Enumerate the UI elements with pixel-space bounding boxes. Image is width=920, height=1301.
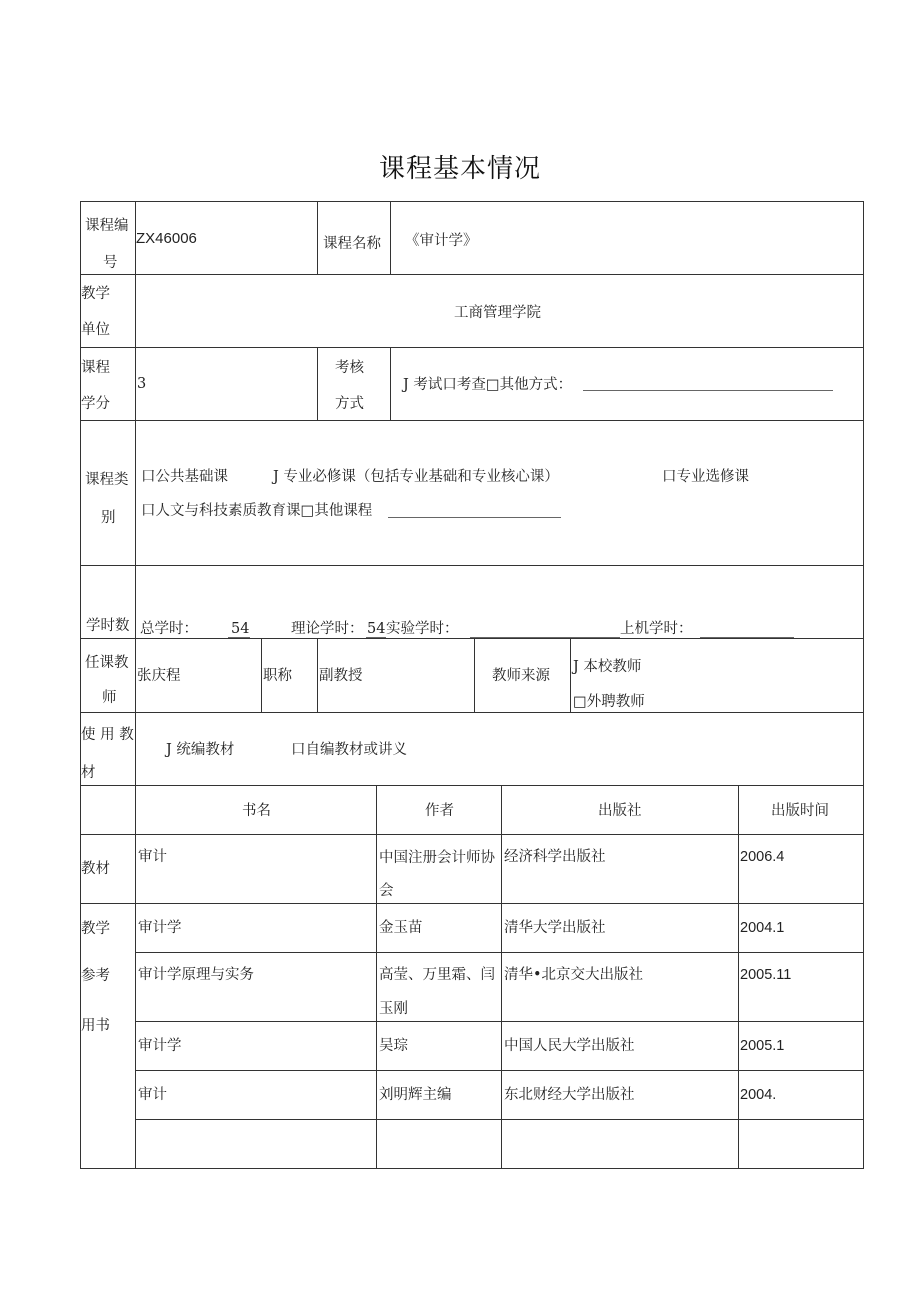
- table-row: [135, 952, 377, 1022]
- book-publisher-cell: [501, 1070, 739, 1120]
- book-publisher-cell: [501, 952, 739, 1022]
- hours-label: 学时数: [86, 618, 130, 634]
- category-humanities: 口人文与科技素质教育课□其他课程: [141, 503, 373, 519]
- category-elective: 口专业选修课: [662, 469, 749, 485]
- book-publisher-cell: [501, 903, 739, 953]
- book-date-cell: [738, 1119, 864, 1169]
- book-author-cell: [376, 1021, 502, 1071]
- book-date: 2005.1: [740, 1038, 785, 1054]
- book-title: 审计学: [138, 1038, 182, 1054]
- teacher-name-cell: [135, 638, 262, 713]
- book-publisher-cell: [501, 1021, 739, 1071]
- table-row: [135, 1070, 377, 1120]
- header-date-label: 出版时间: [771, 803, 829, 819]
- book-date-cell: [738, 952, 864, 1022]
- category-label-cont: 别: [101, 510, 116, 526]
- book-title: 审计学: [138, 920, 182, 936]
- course-name-cell: [390, 201, 864, 275]
- book-date-cell: [738, 1021, 864, 1071]
- book-author-cell: [376, 952, 502, 1022]
- book-date: 2004.1: [740, 920, 785, 936]
- credit-label-cell: [80, 347, 136, 421]
- book-author-cont: 会: [379, 883, 394, 899]
- book-publisher: 中国人民大学出版社: [504, 1038, 635, 1054]
- unit-label-cont: 单位: [81, 322, 110, 338]
- hours-label-cell: [80, 565, 136, 639]
- teacher-source-external: □外聘教师: [573, 694, 645, 710]
- book-publisher: 清华大学出版社: [504, 920, 606, 936]
- assess-label: 考核: [335, 360, 364, 376]
- table-row: [135, 834, 377, 904]
- credit-value: 3: [137, 376, 147, 392]
- category-required: J 专业必修课（包括专业基础和专业核心课）: [273, 469, 559, 485]
- assess-label-cell: [317, 347, 391, 421]
- course-code-label-cell: [80, 201, 136, 275]
- book-publisher: 东北财经大学出版社: [504, 1087, 635, 1103]
- book-author-cell: [376, 834, 502, 904]
- course-code-label-cont: 号: [103, 255, 118, 271]
- reference-label-cell: [80, 903, 136, 1169]
- hours-total-value: 54: [231, 621, 250, 637]
- textbook-label: 教材: [81, 861, 110, 877]
- book-date: 2004.: [740, 1087, 777, 1103]
- teacher-name: 张庆程: [137, 668, 181, 684]
- table-row: [135, 1119, 377, 1169]
- book-publisher-cell: [501, 834, 739, 904]
- credit-label-cont: 学分: [81, 396, 110, 412]
- assess-label-cont: 方式: [335, 396, 364, 412]
- book-title: 审计: [138, 1087, 167, 1103]
- textbook-label-cell: [80, 834, 136, 904]
- teacher-source-internal: J 本校教师: [573, 659, 642, 675]
- book-title: 审计学原理与实务: [138, 967, 254, 983]
- table-row: [135, 903, 377, 953]
- teacher-title-label-cell: [261, 638, 318, 713]
- reference-label: 教学: [81, 921, 110, 937]
- book-author: 中国注册会计师协: [379, 850, 495, 866]
- table-row: [135, 1021, 377, 1071]
- hours-theory-label: 理论学时：: [291, 621, 364, 637]
- material-unified: J 统编教材: [166, 742, 235, 758]
- teacher-title-cell: [317, 638, 475, 713]
- book-title: 审计: [138, 849, 167, 865]
- course-name-value: 《审计学》: [405, 233, 478, 249]
- material-options-cell: [135, 712, 864, 786]
- hours-computer-label: 上机学时：: [620, 621, 693, 637]
- books-header-blank: [80, 785, 136, 835]
- page-title: 课程基本情况: [378, 154, 541, 184]
- header-title-label: 书名: [242, 803, 271, 819]
- hours-total-label: 总学时：: [140, 621, 198, 637]
- course-name-label: 课程名称: [323, 236, 381, 252]
- books-header-author: [376, 785, 502, 835]
- book-author-cell: [376, 1070, 502, 1120]
- category-label-cell: [80, 420, 136, 566]
- book-date-cell: [738, 834, 864, 904]
- book-author-cont: 玉刚: [379, 1001, 408, 1017]
- book-author-cell: [376, 903, 502, 953]
- book-date: 2005.11: [740, 967, 792, 983]
- book-author-cell: [376, 1119, 502, 1169]
- book-author: 吴琮: [379, 1038, 408, 1054]
- teacher-label: 任课教: [85, 655, 129, 671]
- category-label: 课程类: [85, 472, 129, 488]
- book-author: 刘明辉主编: [379, 1087, 452, 1103]
- teacher-label-cont: 师: [102, 690, 117, 706]
- reference-label-cont: 参考: [81, 968, 110, 984]
- unit-value-cell: [135, 274, 864, 348]
- credit-value-cell: [135, 347, 318, 421]
- unit-label: 教学: [81, 286, 110, 302]
- credit-label: 课程: [81, 360, 110, 376]
- unit-label-cell: [80, 274, 136, 348]
- material-label-cont: 材: [81, 765, 96, 781]
- header-publisher-label: 出版社: [598, 803, 642, 819]
- hours-theory-value: 54: [367, 621, 386, 637]
- book-date-cell: [738, 1070, 864, 1120]
- assess-options: J 考试口考查□其他方式：: [403, 377, 573, 393]
- teacher-source-cell: [570, 638, 864, 713]
- book-author: 高莹、万里霜、闫: [379, 967, 495, 983]
- book-publisher: 经济科学出版社: [504, 849, 606, 865]
- material-label: 使 用 教: [81, 727, 134, 743]
- books-header-date: [738, 785, 864, 835]
- teacher-title: 副教授: [319, 668, 363, 684]
- course-code-cell: [135, 201, 318, 275]
- books-header-publisher: [501, 785, 739, 835]
- material-label-cell: [80, 712, 136, 786]
- unit-value: 工商管理学院: [454, 305, 541, 321]
- teacher-title-label: 职称: [263, 668, 292, 684]
- book-publisher-cell: [501, 1119, 739, 1169]
- category-options-cell: [135, 420, 864, 566]
- category-public: 口公共基础课: [141, 469, 228, 485]
- hours-values-cell: [135, 565, 864, 639]
- teacher-source-label-cell: [474, 638, 571, 713]
- course-code-value: ZX46006: [136, 230, 197, 247]
- material-self: 口自编教材或讲义: [291, 742, 407, 758]
- assess-options-cell: [390, 347, 864, 421]
- teacher-label-cell: [80, 638, 136, 713]
- course-code-label: 课程编: [85, 218, 129, 234]
- assess-other-blank: [583, 390, 833, 391]
- course-name-label-cell: [317, 201, 391, 275]
- book-publisher: 清华•北京交大出版社: [504, 967, 644, 983]
- book-author: 金玉苗: [379, 920, 423, 936]
- book-date: 2006.4: [740, 849, 785, 865]
- books-header-title: [135, 785, 377, 835]
- header-author-label: 作者: [425, 803, 454, 819]
- category-other-blank: [388, 517, 561, 518]
- reference-label-end: 用书: [81, 1018, 110, 1034]
- book-date-cell: [738, 903, 864, 953]
- teacher-source-label: 教师来源: [492, 668, 550, 684]
- hours-lab-label: 实验学时：: [386, 621, 459, 637]
